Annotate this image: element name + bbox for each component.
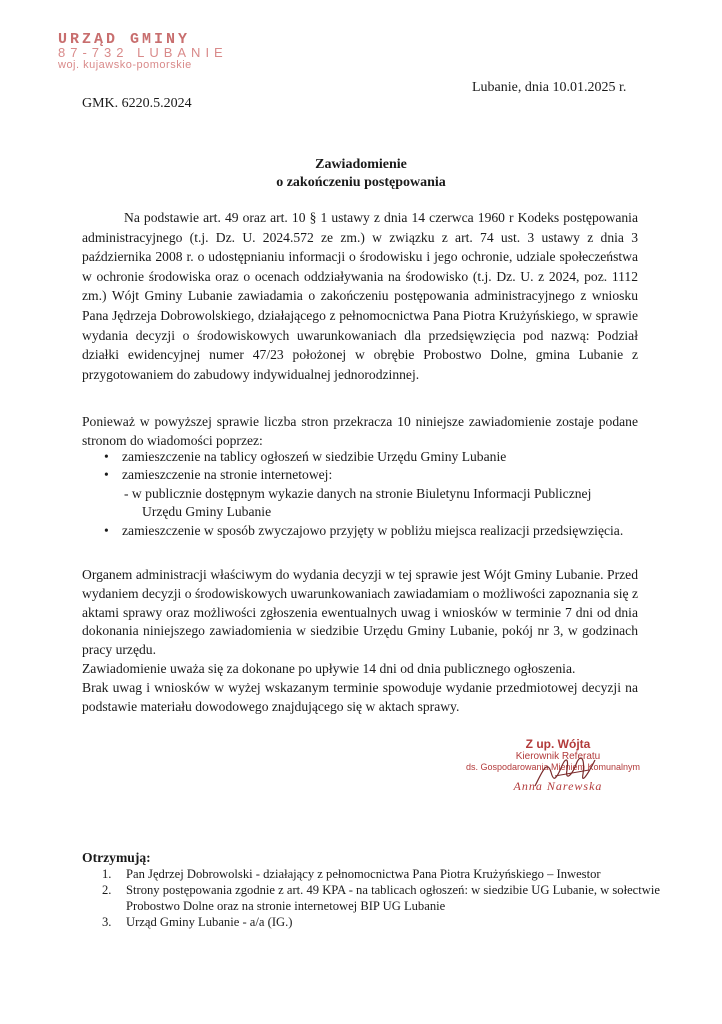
signature-stamp-name: Anna Narewska [513,779,603,793]
case-reference: GMK. 6220.5.2024 [82,96,192,111]
bullet-icon: • [104,449,109,464]
title-line-2: o zakończeniu postępowania [276,175,446,190]
document-title [0,156,722,192]
place-and-date: Lubanie, dnia 10.01.2025 r. [472,80,627,95]
bullet-icon: • [104,522,109,538]
signature-stamp-department: ds. Gospodarowania Mieniem Komunalnym [465,762,641,772]
sub-list-item-line-1: - w publicznie dostępnym wykazie danych na stronie Biuletynu Informacji Publicznej [124,485,592,501]
sub-list-item-line-2: Urzędu Gminy Lubanie [142,504,272,520]
recipients-heading: Otrzymują: [82,850,151,865]
signature-stamp-authority: Z up. Wójta [525,737,591,751]
title-line-1: Zawiadomienie [315,157,407,172]
list-item: 3. Urząd Gminy Lubanie - a/a (IG.) [102,915,293,929]
handwritten-signature [505,750,625,792]
list-item: • zamieszczenie na stronie internetowej: [100,466,640,484]
stamp-line-address: 87-732 LUBANIE [58,45,228,60]
recipients-list [102,866,662,930]
list-item: 1. Pan Jędrzej Dobrowolski - działający z pełnomocnictwa Pana Piotra Krużyńskiego – Inwestor [102,867,601,881]
bullet-icon: • [104,467,109,483]
paragraph-1-text: Na podstawie art. 49 oraz art. 10 § 1 ustawy z dnia 14 czerwca 1960 r Kodeks postępowania administracyjnego (t.j. Dz. U. 2024.572 ze zm.) w związku z art. 74 ust. 3 ustawy z dnia 3 października 2008 r. o udostępnianiu informacji o środowisku i jego ochronie, udziale społeczeństwa w ochronie środowiska oraz o ocenach oddziaływania na środowisko (t.j. Dz. U. z 2024, poz. 1112 zm.) Wójt Gminy Lubanie zawiadamia o zakończeniu postępowania administracyjnego z wniosku Pana Jędrzeja Dobrowolskiego, działającego z pełnomocnictwa Pana Piotra Krużyńskiego, w sprawie wydania decyzji o środowiskowych uwarunkowaniach dla przedsięwzięcia pod nazwą: Podział działki ewidencyjnej numer 47/23 położonej w obrębie Probostwo Dolne, gmina Lubanie z przygotowaniem do zabudowy indywidualnej jednorodzinnej. [82,210,638,382]
paragraph-4-text: Zawiadomienie uważa się za dokonane po upływie 14 dni od dnia publicznego ogłoszenia. [82,660,576,676]
office-stamp [58,33,233,72]
notification-method-paragraph: Ponieważ w powyższej sprawie liczba stron przekracza 10 niniejsze zawiadomienie zostaje podane stronom do wiadomości poprzez: [82,414,638,448]
signature-stamp-position: Kierownik Referatu [515,751,601,762]
list-item: 2. Strony postępowania zgodnie z art. 49 KPA - na tablicach ogłoszeń: w siedzibie UG Lubanie, w sołectwie Probostwo Dolne oraz na stronie internetowej BIP UG Lubanie [102,883,660,913]
list-item: • zamieszczenie na tablicy ogłoszeń w siedzibie Urzędu Gminy Lubanie [100,448,640,466]
authority-paragraph [82,566,638,716]
list-item: • zamieszczenie w sposób zwyczajowo przyjęty w pobliżu miejsca realizacji przedsięwzięcia. [100,522,640,540]
legal-basis-paragraph [82,208,638,384]
paragraph-3-text: Organem administracji właściwym do wydania decyzji w tej sprawie jest Wójt Gminy Lubanie. Przed wydaniem decyzji o środowiskowych uwarunkowaniach zawiadamiam o możliwości zapoznania się z aktami sprawy oraz możliwości zgłoszenia ewentualnych uwag i wniosków w terminie 7 dni od dnia dokonania niniejszego zawiadomienia w siedzibie Urzędu Gminy Lubanie, pokój nr 3, w godzinach pracy urzędu. [82,567,638,658]
stamp-line-region: woj. kujawsko-pomorskie [58,59,192,71]
notification-method-list [100,448,640,540]
paragraph-5-text: Brak uwag i wniosków w wyżej wskazanym terminie spowoduje wydanie przedmiotowej decyzji na podstawie materiału dowodowego znajdującego się w aktach sprawy. [82,679,638,714]
stamp-line-office: URZĄD GMINY [58,31,191,48]
